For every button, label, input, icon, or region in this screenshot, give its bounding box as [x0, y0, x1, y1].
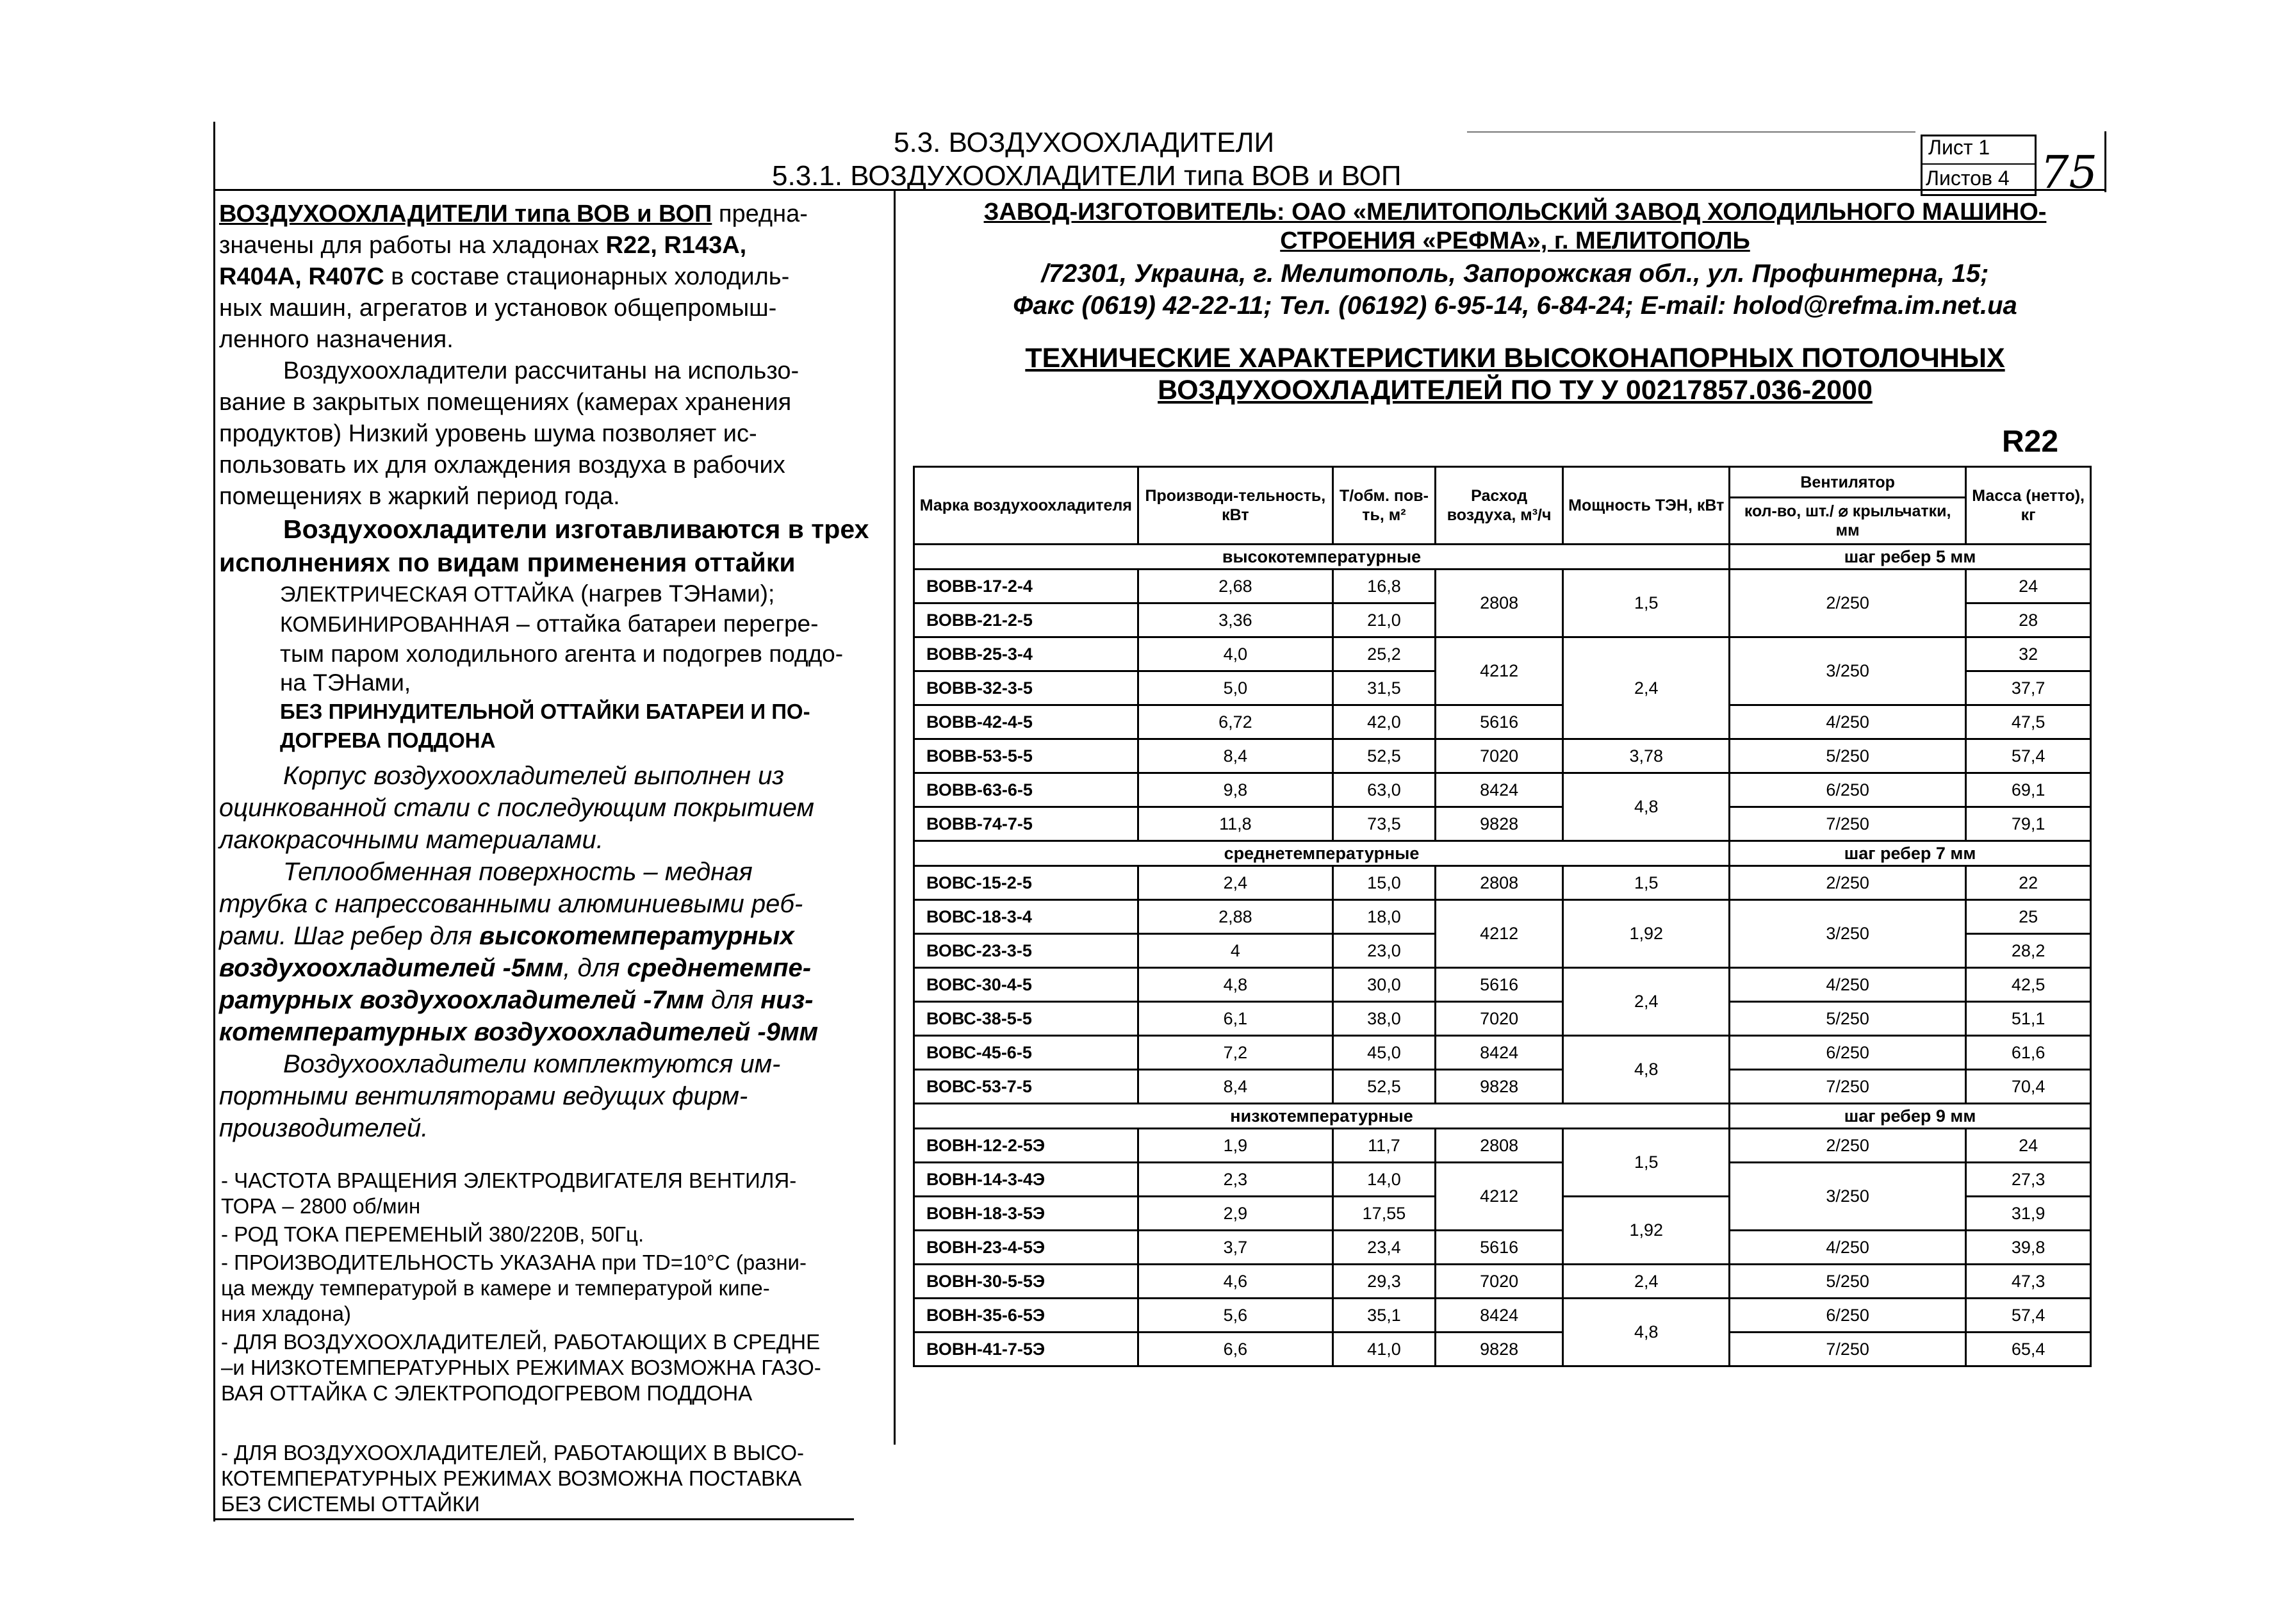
section-row: [914, 841, 2091, 866]
construction-text: [219, 760, 898, 1144]
body-text-bold: воздухоохладителей -5мм: [219, 954, 564, 982]
capacity-cell: 9,8: [1138, 773, 1332, 807]
usage-text-1: Воздухоохладители рассчитаны на использо-: [283, 357, 799, 384]
body-text: , для: [563, 954, 627, 982]
fan-cell: 5/250: [1730, 1265, 1966, 1299]
defrost-combined-note-3: на ТЭНами,: [280, 669, 411, 696]
frame-right-line: [2104, 131, 2106, 192]
power-cell: 4,8: [1563, 1299, 1730, 1366]
table-row: [914, 1070, 2091, 1104]
capacity-cell: 3,7: [1138, 1231, 1332, 1265]
power-cell: 1,5: [1563, 570, 1730, 637]
mass-cell: 51,1: [1966, 1002, 2091, 1036]
section-mid-temp: среднетемпературные: [914, 841, 1730, 866]
fan-cell: 3/250: [1730, 637, 1966, 705]
table-title-1: ТЕХНИЧЕСКИЕ ХАРАКТЕРИСТИКИ ВЫСОКОНАПОРНЫХ ПОТОЛОЧНЫХ: [1025, 343, 2005, 373]
mass-cell: 47,3: [1966, 1265, 2091, 1299]
airflow-cell: 5616: [1435, 968, 1563, 1002]
intro-title: ВОЗДУХООХЛАДИТЕЛИ типа ВОВ и ВОП: [219, 201, 712, 227]
fan-cell: 6/250: [1730, 1036, 1966, 1070]
table-row: [914, 866, 2091, 900]
area-cell: 63,0: [1333, 773, 1436, 807]
body-text: Корпус воздухоохладителей выполнен из: [283, 762, 784, 790]
model-cell: ВОВС-18-3-4: [914, 900, 1138, 934]
capacity-cell: 2,9: [1138, 1197, 1332, 1231]
note-text: - РОД ТОКА ПЕРЕМЕНЫЙ 380/220В, 50Гц.: [221, 1222, 644, 1246]
table-row: [914, 637, 2091, 671]
col-header-mark: Марка воздухоохладителя: [914, 467, 1138, 545]
capacity-cell: 2,88: [1138, 900, 1332, 934]
note-text: ВАЯ ОТТАЙКА С ЭЛЕКТРОПОДОГРЕВОМ ПОДДОНА: [221, 1381, 753, 1405]
body-text-bold: высокотемпературных: [479, 922, 794, 950]
section-high-step: шаг ребер 5 мм: [1730, 545, 2091, 570]
mass-cell: 24: [1966, 570, 2091, 603]
table-row: [914, 807, 2091, 841]
subsection-title: 5.3.1. ВОЗДУХООХЛАДИТЕЛИ типа ВОВ и ВОП: [772, 160, 1402, 192]
area-cell: 21,0: [1333, 603, 1436, 637]
airflow-cell: 7020: [1435, 1265, 1563, 1299]
model-cell: ВОВВ-21-2-5: [914, 603, 1138, 637]
mass-cell: 31,9: [1966, 1197, 2091, 1231]
table-header-row: [914, 467, 2091, 498]
fan-cell: 3/250: [1730, 1163, 1966, 1231]
capacity-cell: 11,8: [1138, 807, 1332, 841]
area-cell: 30,0: [1333, 968, 1436, 1002]
defrost-combined-note: – оттайка батареи перегре-: [509, 611, 819, 637]
fan-cell: 7/250: [1730, 1070, 1966, 1104]
note-text: БЕЗ СИСТЕМЫ ОТТАЙКИ: [221, 1492, 480, 1516]
model-cell: ВОВС-23-3-5: [914, 934, 1138, 968]
col-header-fan-sub: кол-во, шт./ ⌀ крыльчатки, мм: [1730, 498, 1966, 545]
mass-cell: 25: [1966, 900, 2091, 934]
usage-text-5: помещениях в жаркий период года.: [219, 483, 620, 510]
manufacturer-contacts: Факс (0619) 42-22-11; Тел. (06192) 6-95-14, 6-84-24; E-mail: holod@refma.im.net.ua: [1013, 291, 2017, 320]
model-cell: ВОВН-41-7-5Э: [914, 1333, 1138, 1366]
airflow-cell: 7020: [1435, 1002, 1563, 1036]
power-cell: 4,8: [1563, 773, 1730, 841]
model-cell: ВОВН-35-6-5Э: [914, 1299, 1138, 1333]
fan-cell: 2/250: [1730, 1129, 1966, 1163]
model-cell: ВОВС-30-4-5: [914, 968, 1138, 1002]
model-cell: ВОВН-23-4-5Э: [914, 1231, 1138, 1265]
note-text: - ДЛЯ ВОЗДУХООХЛАДИТЕЛЕЙ, РАБОТАЮЩИХ В СРЕДНЕ: [221, 1330, 821, 1354]
table-row: [914, 1265, 2091, 1299]
description-column: [219, 199, 898, 1144]
intro-text-3: в составе стационарных холодиль-: [384, 263, 790, 290]
section-row: [914, 545, 2091, 570]
body-text: оцинкованной стали с последующим покрытием: [219, 794, 814, 822]
intro-text-4: ных машин, агрегатов и установок общепромыш-: [219, 295, 777, 322]
airflow-cell: 4212: [1435, 637, 1563, 705]
capacity-cell: 2,4: [1138, 866, 1332, 900]
mass-cell: 37,7: [1966, 671, 2091, 705]
airflow-cell: 2808: [1435, 1129, 1563, 1163]
capacity-cell: 3,36: [1138, 603, 1332, 637]
defrost-electric-note: (нагрев ТЭНами);: [573, 580, 775, 607]
mass-cell: 27,3: [1966, 1163, 2091, 1197]
page-number: 75: [2040, 146, 2098, 199]
capacity-cell: 1,9: [1138, 1129, 1332, 1163]
model-cell: ВОВС-15-2-5: [914, 866, 1138, 900]
mass-cell: 39,8: [1966, 1231, 2091, 1265]
capacity-cell: 5,6: [1138, 1299, 1332, 1333]
note-text: - ЧАСТОТА ВРАЩЕНИЯ ЭЛЕКТРОДВИГАТЕЛЯ ВЕНТИЛЯ-: [221, 1169, 797, 1192]
defrost-types: [219, 579, 898, 755]
model-cell: ВОВС-38-5-5: [914, 1002, 1138, 1036]
airflow-cell: 7020: [1435, 739, 1563, 773]
area-cell: 73,5: [1333, 807, 1436, 841]
capacity-cell: 6,1: [1138, 1002, 1332, 1036]
intro-text-5: ленного назначения.: [219, 326, 454, 353]
area-cell: 52,5: [1333, 739, 1436, 773]
area-cell: 52,5: [1333, 1070, 1436, 1104]
area-cell: 18,0: [1333, 900, 1436, 934]
fan-cell: 6/250: [1730, 773, 1966, 807]
power-cell: 3,78: [1563, 739, 1730, 773]
capacity-cell: 4: [1138, 934, 1332, 968]
power-cell: 1,5: [1563, 1129, 1730, 1197]
area-cell: 45,0: [1333, 1036, 1436, 1070]
mass-cell: 70,4: [1966, 1070, 2091, 1104]
area-cell: 25,2: [1333, 637, 1436, 671]
mass-cell: 24: [1966, 1129, 2091, 1163]
area-cell: 29,3: [1333, 1265, 1436, 1299]
defrost-none-2: ДОГРЕВА ПОДДОНА: [280, 728, 496, 752]
mass-cell: 79,1: [1966, 807, 2091, 841]
capacity-cell: 6,72: [1138, 705, 1332, 739]
power-cell: 2,4: [1563, 637, 1730, 739]
manufacturer-line-1: ЗАВОД-ИЗГОТОВИТЕЛЬ: ОАО «МЕЛИТОПОЛЬСКИЙ ЗАВОД ХОЛОДИЛЬНОГО МАШИНО-: [983, 199, 2047, 226]
capacity-cell: 2,3: [1138, 1163, 1332, 1197]
table-row: [914, 1129, 2091, 1163]
intro-text: предна-: [712, 201, 808, 227]
section-low-step: шаг ребер 9 мм: [1730, 1104, 2091, 1129]
note-text: - ПРОИЗВОДИТЕЛЬНОСТЬ УКАЗАНА при TD=10°C (разни-: [221, 1251, 807, 1274]
airflow-cell: 2808: [1435, 866, 1563, 900]
area-cell: 17,55: [1333, 1197, 1436, 1231]
table-row: [914, 1036, 2091, 1070]
power-cell: 1,92: [1563, 1197, 1730, 1265]
section-row: [914, 1104, 2091, 1129]
section-high-temp: высокотемпературные: [914, 545, 1730, 570]
model-cell: ВОВВ-53-5-5: [914, 739, 1138, 773]
defrost-none: БЕЗ ПРИНУДИТЕЛЬНОЙ ОТТАЙКИ БАТАРЕИ И ПО-: [280, 700, 810, 723]
airflow-cell: 9828: [1435, 1070, 1563, 1104]
mass-cell: 28,2: [1966, 934, 2091, 968]
usage-text-3: продуктов) Низкий уровень шума позволяет ис-: [219, 420, 757, 447]
section-low-temp: низкотемпературные: [914, 1104, 1730, 1129]
capacity-cell: 7,2: [1138, 1036, 1332, 1070]
manufacturer-line-2: СТРОЕНИЯ «РЕФМА», г. МЕЛИТОПОЛЬ: [1280, 227, 1750, 254]
airflow-cell: 9828: [1435, 807, 1563, 841]
fan-cell: 2/250: [1730, 866, 1966, 900]
capacity-cell: 2,68: [1138, 570, 1332, 603]
area-cell: 15,0: [1333, 866, 1436, 900]
capacity-cell: 8,4: [1138, 739, 1332, 773]
model-cell: ВОВВ-25-3-4: [914, 637, 1138, 671]
body-text: рами. Шаг ребер для: [219, 922, 480, 950]
section-mid-step: шаг ребер 7 мм: [1730, 841, 2091, 866]
table-row: [914, 1333, 2091, 1366]
versions-heading-1: Воздухоохладители изготавливаются в трех: [283, 514, 869, 544]
mass-cell: 69,1: [1966, 773, 2091, 807]
mass-cell: 42,5: [1966, 968, 2091, 1002]
body-text: трубка с напрессованными алюминиевыми реб-: [219, 890, 803, 918]
table-row: [914, 739, 2091, 773]
sheet-label: Лист 1: [1928, 136, 1990, 159]
table-row: [914, 1231, 2091, 1265]
table-row: [914, 773, 2091, 807]
area-cell: 14,0: [1333, 1163, 1436, 1197]
section-title: 5.3. ВОЗДУХООХЛАДИТЕЛИ: [894, 127, 1275, 158]
capacity-cell: 4,6: [1138, 1265, 1332, 1299]
mass-cell: 57,4: [1966, 739, 2091, 773]
area-cell: 38,0: [1333, 1002, 1436, 1036]
area-cell: 42,0: [1333, 705, 1436, 739]
airflow-cell: 8424: [1435, 1299, 1563, 1333]
manufacturer-address: /72301, Украина, г. Мелитополь, Запорожская обл., ул. Профинтерна, 15;: [1041, 259, 1989, 288]
defrost-electric: ЭЛЕКТРИЧЕСКАЯ ОТТАЙКА: [280, 582, 574, 607]
spec-table: [913, 466, 2092, 1367]
usage-text-4: пользовать их для охлаждения воздуха в рабочих: [219, 452, 785, 479]
sheet-box-divider: [1921, 163, 2035, 165]
body-text-bold: низ-: [760, 986, 814, 1014]
fan-cell: 4/250: [1730, 1231, 1966, 1265]
header-top-rule: [1467, 131, 1915, 133]
intro-text-2: значены для работы на хладонах: [219, 232, 606, 259]
fan-cell: 6/250: [1730, 1299, 1966, 1333]
model-cell: ВОВН-30-5-5Э: [914, 1265, 1138, 1299]
col-header-heater-power: Мощность ТЭН, кВт: [1563, 467, 1730, 545]
note-text: –и НИЗКОТЕМПЕРАТУРНЫХ РЕЖИМАХ ВОЗМОЖНА ГАЗО-: [221, 1356, 821, 1379]
body-text: производителей.: [219, 1114, 429, 1142]
capacity-cell: 8,4: [1138, 1070, 1332, 1104]
fan-cell: 5/250: [1730, 739, 1966, 773]
note-text: ТОРА – 2800 об/мин: [221, 1194, 421, 1218]
area-cell: 23,4: [1333, 1231, 1436, 1265]
body-text: для: [703, 986, 761, 1014]
airflow-cell: 9828: [1435, 1333, 1563, 1366]
airflow-cell: 8424: [1435, 1036, 1563, 1070]
note-text: ца между температурой в камере и температурой кипе-: [221, 1276, 770, 1300]
area-cell: 31,5: [1333, 671, 1436, 705]
technical-notes: [221, 1168, 868, 1409]
body-text-bold: среднетемпе-: [627, 954, 812, 982]
table-title-2: ВОЗДУХООХЛАДИТЕЛЕЙ ПО ТУ У 00217857.036-2000: [1158, 375, 1873, 406]
fan-cell: 2/250: [1730, 570, 1966, 637]
mass-cell: 61,6: [1966, 1036, 2091, 1070]
table-row: [914, 1002, 2091, 1036]
defrost-combined: КОМБИНИРОВАННАЯ: [280, 612, 510, 637]
note-text: - ДЛЯ ВОЗДУХООХЛАДИТЕЛЕЙ, РАБОТАЮЩИХ В ВЫСО-: [221, 1441, 805, 1464]
power-cell: 4,8: [1563, 1036, 1730, 1104]
body-text: Теплообменная поверхность – медная: [283, 858, 753, 886]
model-cell: ВОВВ-42-4-5: [914, 705, 1138, 739]
model-cell: ВОВН-14-3-4Э: [914, 1163, 1138, 1197]
table-row: [914, 968, 2091, 1002]
note-text: КОТЕМПЕРАТУРНЫХ РЕЖИМАХ ВОЗМОЖНА ПОСТАВКА: [221, 1466, 802, 1490]
body-text: Воздухоохладители комплектуются им-: [283, 1050, 781, 1078]
mass-cell: 28: [1966, 603, 2091, 637]
area-cell: 41,0: [1333, 1333, 1436, 1366]
capacity-cell: 6,6: [1138, 1333, 1332, 1366]
model-cell: ВОВВ-17-2-4: [914, 570, 1138, 603]
model-cell: ВОВС-53-7-5: [914, 1070, 1138, 1104]
fan-cell: 4/250: [1730, 968, 1966, 1002]
table-row: [914, 1163, 2091, 1197]
table-row: [914, 900, 2091, 934]
defrost-combined-note-2: тым паром холодильного агента и подогрев поддо-: [280, 641, 844, 667]
fan-cell: 4/250: [1730, 705, 1966, 739]
refrigerants-2: R404A, R407C: [219, 263, 384, 290]
capacity-cell: 4,8: [1138, 968, 1332, 1002]
frame-left-line: [213, 122, 215, 1521]
power-cell: 2,4: [1563, 968, 1730, 1036]
fan-cell: 7/250: [1730, 1333, 1966, 1366]
col-header-airflow: Расход воздуха, м³/ч: [1435, 467, 1563, 545]
mass-cell: 22: [1966, 866, 2091, 900]
capacity-cell: 4,0: [1138, 637, 1332, 671]
area-cell: 35,1: [1333, 1299, 1436, 1333]
power-cell: 1,5: [1563, 866, 1730, 900]
fan-cell: 3/250: [1730, 900, 1966, 968]
airflow-cell: 8424: [1435, 773, 1563, 807]
model-cell: ВОВВ-32-3-5: [914, 671, 1138, 705]
mass-cell: 32: [1966, 637, 2091, 671]
mass-cell: 57,4: [1966, 1299, 2091, 1333]
col-header-capacity: Производи-тельность, кВт: [1138, 467, 1332, 545]
body-text: портными вентиляторами ведущих фирм-: [219, 1082, 748, 1110]
capacity-cell: 5,0: [1138, 671, 1332, 705]
versions-heading-2: исполнениях по видам применения оттайки: [219, 548, 796, 577]
airflow-cell: 4212: [1435, 900, 1563, 968]
fan-cell: 5/250: [1730, 1002, 1966, 1036]
area-cell: 11,7: [1333, 1129, 1436, 1163]
model-cell: ВОВВ-63-6-5: [914, 773, 1138, 807]
area-cell: 23,0: [1333, 934, 1436, 968]
model-cell: ВОВВ-74-7-5: [914, 807, 1138, 841]
body-text-bold: котемпературных воздухоохладителей -9мм: [219, 1018, 819, 1046]
airflow-cell: 2808: [1435, 570, 1563, 637]
note-text: ния хладона): [221, 1302, 351, 1325]
col-header-mass: Масса (нетто), кг: [1966, 467, 2091, 545]
power-cell: 1,92: [1563, 900, 1730, 968]
refrigerants-1: R22, R143A,: [605, 232, 747, 259]
power-cell: 2,4: [1563, 1265, 1730, 1299]
body-text: лакокрасочными материалами.: [219, 826, 603, 854]
fan-cell: 7/250: [1730, 807, 1966, 841]
model-cell: ВОВС-45-6-5: [914, 1036, 1138, 1070]
airflow-cell: 4212: [1435, 1163, 1563, 1231]
body-text-bold: ратурных воздухоохладителей -7мм: [219, 986, 704, 1014]
airflow-cell: 5616: [1435, 705, 1563, 739]
model-cell: ВОВН-12-2-5Э: [914, 1129, 1138, 1163]
col-header-fan: Вентилятор: [1730, 467, 1966, 498]
airflow-cell: 5616: [1435, 1231, 1563, 1265]
sheets-count-label: Листов 4: [1926, 167, 2010, 190]
usage-text-2: вание в закрытых помещениях (камерах хранения: [219, 389, 792, 416]
technical-note-last: [221, 1440, 868, 1520]
mass-cell: 65,4: [1966, 1333, 2091, 1366]
table-row: [914, 1299, 2091, 1333]
refrigerant-label: R22: [2002, 425, 2059, 459]
area-cell: 16,8: [1333, 570, 1436, 603]
col-header-area: Т/обм. пов-ть, м²: [1333, 467, 1436, 545]
table-row: [914, 570, 2091, 603]
mass-cell: 47,5: [1966, 705, 2091, 739]
table-row: [914, 705, 2091, 739]
model-cell: ВОВН-18-3-5Э: [914, 1197, 1138, 1231]
